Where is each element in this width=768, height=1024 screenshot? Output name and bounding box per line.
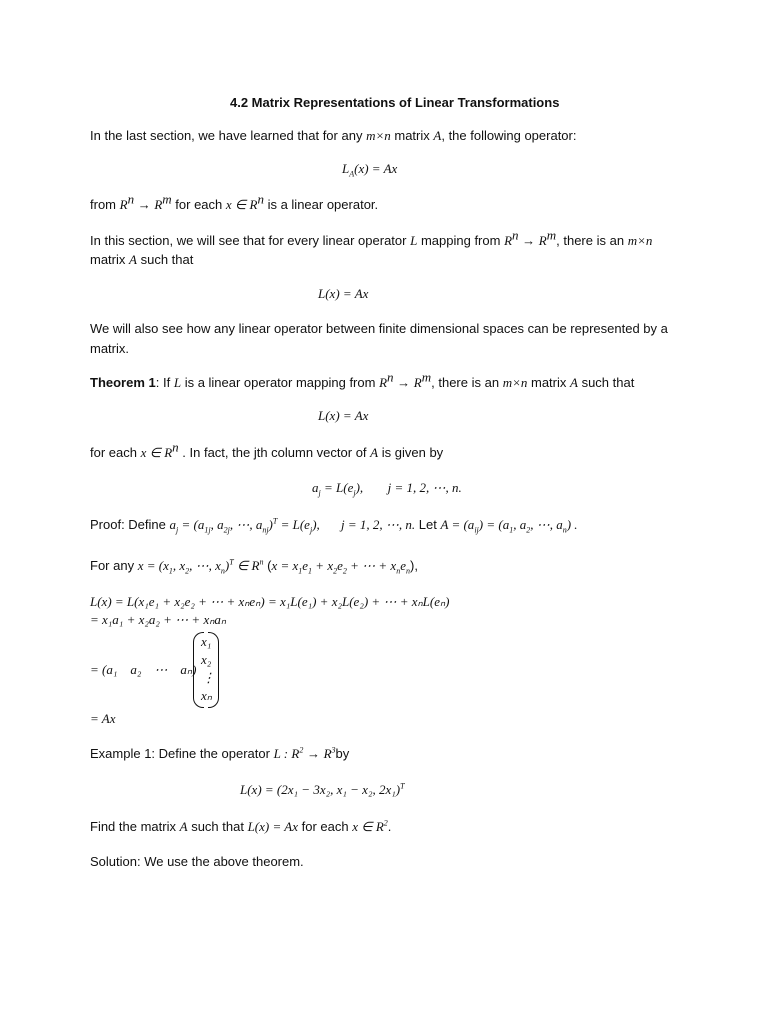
paragraph-finite: We will also see how any linear operator between finite dimensional spaces can be represented by a (90, 321, 668, 336)
derivation-line-2: = x₁a₁ + x₂a₂ + ⋯ + xₙaₙ (90, 612, 227, 627)
page-title: 4.2 Matrix Representations of Linear Transformations (230, 95, 560, 110)
vector-entry: x₂ (201, 652, 212, 667)
example-1: Example 1: Define the operator L : $R^2 \to R^3by$ (90, 745, 350, 761)
proof-define: Proof: Define $a_j = (a_{1j}$, $a_{2j}$, ⋯, $a_{nj})^T = L(e_j)$, j = 1, 2, ⋯, n. Let $A = (a_{ij}) = (a_1$, $a_2$, ⋯, $a_n$) . (90, 516, 578, 535)
for-any-x: For any $x = (x_1$, $x_2$, ⋯, $x_n)^T$ ∈ $R^n$ ($x = x_1e_1 + x_2e_2$ + ⋯ + $x_ne_n$), (90, 557, 418, 576)
paragraph-this-section-line2: matrix A such that (90, 252, 194, 267)
equation-column-vector: $a_j = L(e_j)$, j = 1, 2, ⋯, n. (312, 480, 462, 498)
solution-text: Solution: We use the above theorem. (90, 854, 304, 869)
paragraph-intro: In the last section, we have learned that for any m×n matrix A, the following operator: (90, 128, 577, 143)
find-matrix: Find the matrix A such that L(x) = Ax for each x ∈ $R^2$. (90, 818, 392, 834)
column-vector-x (193, 632, 219, 708)
derivation-line-4: = Ax (90, 711, 116, 726)
vector-entry: xₙ (201, 688, 212, 703)
equation-lx-ax-1: L(x) = Ax (318, 286, 369, 301)
equation-example-operator: L(x) = (2x₁ − 3x₂, x₁ − x₂, 2x₁)$^T$ (240, 781, 405, 797)
derivation-line-1: L(x) = L(x₁e₁ + x₂e₂ + ⋯ + xₙeₙ) = x₁L(e₁) + x₂L(e₂) + ⋯ + xₙL(eₙ) (90, 594, 450, 609)
paragraph-finite-line2: matrix. (90, 341, 129, 356)
equation-la: $L_A(x) = Ax$ (342, 161, 398, 179)
paragraph-from: from $R^n \to R^m$ for each x ∈ $R^n$ is a linear operator. (90, 191, 379, 212)
theorem-label: Theorem 1 (90, 375, 156, 390)
theorem-1: Theorem 1: If L is a linear operator mapping from $R^n \to R^m$, there is an m×n matrix A such that (90, 369, 635, 390)
vector-entry: x₁ (201, 634, 212, 649)
paragraph-this-section: In this section, we will see that for every linear operator L mapping from $R^n \to R^m$, there is an m×n (90, 227, 653, 248)
paragraph-jth-column: for each x ∈ $R^n$ . In fact, the jth column vector of A is given by (90, 439, 444, 460)
vector-entry: ⋮ (202, 670, 215, 685)
derivation-line-3: = (a₁ a₂ ⋯ aₙ) (90, 662, 197, 677)
equation-lx-ax-2: L(x) = Ax (318, 408, 369, 423)
